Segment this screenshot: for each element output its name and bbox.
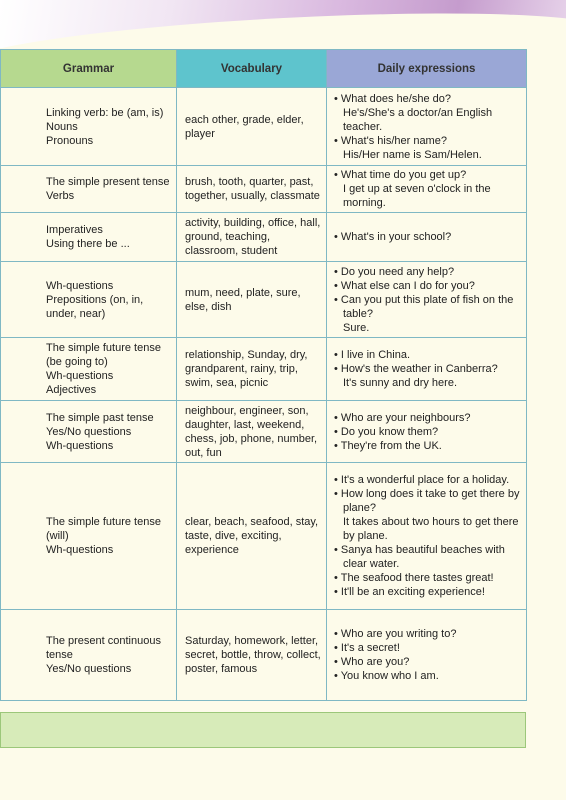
table-row <box>1 463 527 610</box>
daily-expressions-header: Daily expressions <box>327 50 527 88</box>
vocabulary-cell: brush, tooth, quarter, past, together, usually, classmate <box>177 166 327 213</box>
grammar-cell <box>1 610 177 701</box>
expressions-cell <box>327 463 527 610</box>
grammar-line: The present continuous <box>46 635 161 647</box>
expressions-cell <box>327 88 527 166</box>
expression-item: • You know who I am. <box>334 669 522 683</box>
expressions-cell <box>327 610 527 701</box>
grammar-line: (be going to) <box>46 356 108 368</box>
top-banner <box>0 0 566 48</box>
expression-item: • How's the weather in Canberra? <box>334 362 522 376</box>
table-row <box>1 401 527 463</box>
grammar-line: under, near) <box>46 307 106 320</box>
grammar-line: The simple future tense <box>46 342 161 354</box>
expression-response: It's sunny and dry here. <box>343 377 457 389</box>
grammar-line: Yes/No questions <box>46 663 132 675</box>
grammar-line: Wh-questions <box>46 279 114 292</box>
expression-item: • What's in your school? <box>334 230 522 244</box>
grammar-line: Pronouns <box>46 134 94 147</box>
expression-item: • I live in China. <box>334 348 522 362</box>
syllabus-table <box>0 49 527 701</box>
vocabulary-cell: clear, beach, seafood, stay, taste, dive, exciting, experience <box>177 463 327 610</box>
expression-response: His/Her name is Sam/Helen. <box>343 148 482 161</box>
expression-response: Sure. <box>343 321 370 334</box>
expression-item: • They're from the UK. <box>334 439 522 453</box>
expressions-cell <box>327 213 527 262</box>
vocabulary-cell: each other, grade, elder, player <box>177 88 327 166</box>
vocabulary-cell: relationship, Sunday, dry, grandparent, rainy, trip, swim, sea, picnic <box>177 338 327 401</box>
table-row <box>1 338 527 401</box>
table-row <box>1 166 527 213</box>
table-row <box>1 610 527 701</box>
expression-item: • What else can I do for you? <box>334 279 522 293</box>
expression-item: • Sanya has beautiful beaches with clear water. <box>334 543 522 571</box>
grammar-line: The simple present tense <box>46 176 170 188</box>
grammar-cell <box>1 213 177 262</box>
expression-item: • What does he/she do? <box>334 92 522 106</box>
table-row <box>1 213 527 262</box>
expression-item: • Do you know them? <box>334 425 522 439</box>
bottom-bar <box>0 712 526 748</box>
grammar-line: Nouns <box>46 120 78 133</box>
vocabulary-cell: activity, building, office, hall, ground, teaching, classroom, student <box>177 213 327 262</box>
table-row <box>1 88 527 166</box>
grammar-cell <box>1 88 177 166</box>
expressions-cell <box>327 262 527 338</box>
vocabulary-cell: Saturday, homework, letter, secret, bottle, throw, collect, poster, famous <box>177 610 327 701</box>
grammar-line: Verbs <box>46 190 75 202</box>
grammar-cell <box>1 262 177 338</box>
expression-item: • Who are your neighbours? <box>334 411 522 425</box>
grammar-line: Wh-questions <box>46 544 114 556</box>
grammar-line: Adjectives <box>46 384 97 396</box>
grammar-cell <box>1 338 177 401</box>
expression-response: I get up at seven o'clock in the morning. <box>343 183 491 209</box>
grammar-line: The simple past tense <box>46 411 154 424</box>
grammar-header: Grammar <box>1 50 177 88</box>
grammar-line: Wh-questions <box>46 370 114 382</box>
grammar-line: Prepositions (on, in, <box>46 293 144 306</box>
vocabulary-header: Vocabulary <box>177 50 327 88</box>
expression-response: It takes about two hours to get there by plane. <box>343 516 519 542</box>
expression-item: • How long does it take to get there by plane? <box>334 487 522 515</box>
grammar-line: The simple future tense <box>46 516 161 528</box>
header-row <box>1 50 527 88</box>
grammar-cell <box>1 401 177 463</box>
expression-item: • It'll be an exciting experience! <box>334 585 522 599</box>
grammar-line: tense <box>46 649 73 661</box>
grammar-cell <box>1 166 177 213</box>
expressions-cell <box>327 338 527 401</box>
expressions-cell <box>327 166 527 213</box>
expression-item: • The seafood there tastes great! <box>334 571 522 585</box>
expression-item: • Who are you writing to? <box>334 627 522 641</box>
expression-item: • Do you need any help? <box>334 265 522 279</box>
grammar-cell <box>1 463 177 610</box>
vocabulary-cell: mum, need, plate, sure, else, dish <box>177 262 327 338</box>
expression-item: • What's his/her name? <box>334 134 522 148</box>
grammar-line: Yes/No questions <box>46 425 132 438</box>
expression-item: • Who are you? <box>334 655 522 669</box>
expression-item: • It's a secret! <box>334 641 522 655</box>
expressions-cell <box>327 401 527 463</box>
grammar-line: (will) <box>46 530 69 542</box>
grammar-line: Linking verb: be (am, is) <box>46 106 164 119</box>
expression-item: • What time do you get up? <box>334 168 522 182</box>
vocabulary-cell: neighbour, engineer, son, daughter, last, weekend, chess, job, phone, number, out, fun <box>177 401 327 463</box>
expression-item: • Can you put this plate of fish on the table? <box>334 293 522 321</box>
expression-response: He's/She's a doctor/an English teacher. <box>343 106 493 133</box>
expression-item: • It's a wonderful place for a holiday. <box>334 473 522 487</box>
grammar-line: Using there be ... <box>46 238 130 250</box>
table-row <box>1 262 527 338</box>
grammar-line: Wh-questions <box>46 439 114 452</box>
grammar-line: Imperatives <box>46 224 103 236</box>
